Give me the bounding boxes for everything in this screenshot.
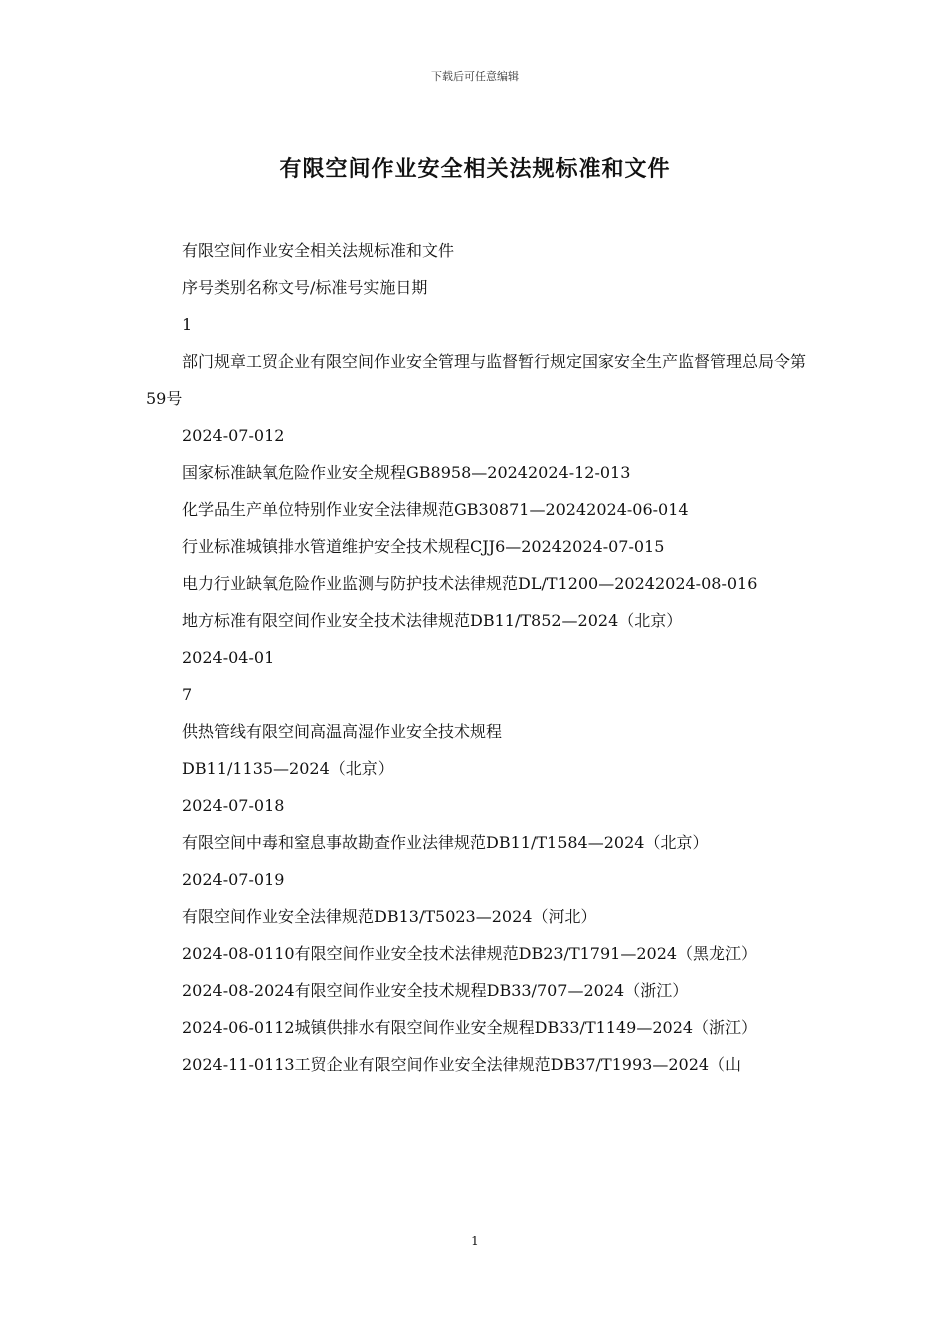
paragraph: 有限空间作业安全法律规范DB13/T5023—2024（河北） (182, 907, 597, 926)
paragraph: 2024-04-01 (182, 648, 275, 667)
page-number: 1 (471, 1234, 479, 1248)
paragraph: 电力行业缺氧危险作业监测与防护技术法律规范DL/T1200—20242024-08-016 (182, 574, 758, 593)
paragraph: 2024-07-018 (182, 796, 285, 815)
paragraph: 地方标准有限空间作业安全技术法律规范DB11/T852—2024（北京） (182, 611, 683, 630)
paragraph: 2024-11-0113工贸企业有限空间作业安全法律规范DB37/T1993—2024（山 (182, 1055, 742, 1074)
paragraph: DB11/1135—2024（北京） (182, 759, 394, 778)
document-body (146, 232, 810, 1083)
paragraph: 有限空间中毒和窒息事故勘查作业法律规范DB11/T1584—2024（北京） (182, 833, 709, 852)
paragraph: 2024-07-012 (182, 426, 285, 445)
paragraph: 国家标准缺氧危险作业安全规程GB8958—20242024-12-013 (182, 463, 631, 482)
paragraph: 2024-08-2024有限空间作业安全技术规程DB33/707—2024（浙江） (182, 981, 689, 1000)
header-note: 下载后可任意编辑 (431, 70, 519, 83)
paragraph: 行业标准城镇排水管道维护安全技术规程CJJ6—20242024-07-015 (182, 537, 665, 556)
paragraph: 2024-07-019 (182, 870, 285, 889)
paragraph: 1 (182, 315, 193, 334)
paragraph: 7 (182, 685, 193, 704)
paragraph: 部门规章工贸企业有限空间作业安全管理与监督暂行规定国家安全生产监督管理总局令第59号 (146, 352, 807, 408)
paragraph: 有限空间作业安全相关法规标准和文件 (182, 241, 455, 260)
paragraph: 2024-08-0110有限空间作业安全技术法律规范DB23/T1791—2024（黑龙江） (182, 944, 758, 963)
paragraph: 化学品生产单位特别作业安全法律规范GB30871—20242024-06-014 (182, 500, 689, 519)
paragraph: 供热管线有限空间高温高湿作业安全技术规程 (182, 722, 503, 741)
paragraph: 2024-06-0112城镇供排水有限空间作业安全规程DB33/T1149—2024（浙江） (182, 1018, 758, 1037)
page-title: 有限空间作业安全相关法规标准和文件 (279, 157, 671, 182)
paragraph: 序号类别名称文号/标准号实施日期 (182, 278, 428, 297)
